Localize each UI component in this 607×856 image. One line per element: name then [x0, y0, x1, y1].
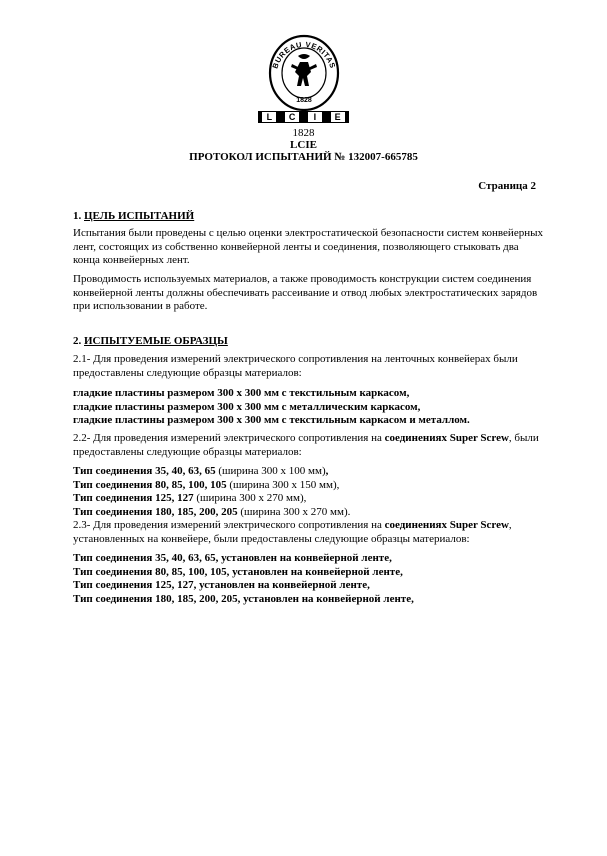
samples-list-1 [73, 387, 543, 428]
logo-bar-letter: E [331, 112, 345, 122]
list-item: Тип соединения 35, 40, 63, 65, установлен на конвейерной ленте, [73, 552, 392, 564]
section2-heading [73, 335, 543, 349]
p23-bold: соединениях Super Screw [384, 519, 509, 531]
section2-title: ИСПЫТУЕМЫЕ ОБРАЗЦЫ [84, 335, 228, 347]
section2-3-paragraph [73, 519, 543, 546]
page-number: Страница 2 [478, 180, 536, 192]
p23-text-end: , установленных на конвейере, были предоставлены следующие образцы материалов: [73, 519, 512, 545]
p22-text: 2.2- Для проведения измерений электрического сопротивления на [73, 432, 385, 444]
lcie-logo-bar [258, 111, 349, 123]
p22-bold: соединениях Super Screw [384, 432, 509, 444]
logo-year: 1828 [296, 97, 312, 104]
list-item: Тип соединения 180, 185, 200, 205 (ширина 300 x 270 мм). [73, 505, 351, 518]
logo-bar-letter: I [308, 112, 322, 122]
p23-text: 2.3- Для проведения измерений электрического сопротивления на [73, 519, 385, 531]
section1-number: 1. [73, 210, 82, 222]
section2-1-paragraph: 2.1- Для проведения измерений электрического сопротивления на ленточных конвейерах были предоставлены следующие образцы материалов: [73, 353, 518, 379]
list-item: Тип соединения 80, 85, 100, 105, установлен на конвейерной ленте, [73, 565, 403, 578]
section1-paragraph-2: Проводимость используемых материалов, а также проводимость конструкции систем соединения конвейерной ленты должны обеспечивать рассеивание и отвод любых электростатических зарядов при использовании в работе. [73, 273, 538, 312]
section1-paragraph-1: Испытания были проведены с целью оценки электростатической безопасности систем конвейерных лент, состоящих из собственно конвейерной ленты и соединения, позволяющего стыковать два конца конвейерных лент. [73, 227, 543, 266]
samples-list-2 [73, 465, 543, 519]
logo-bar-letter: C [285, 112, 299, 122]
p22-text-end: , были предоставлены следующие образцы материалов: [73, 432, 539, 458]
list-item: гладкие пластины размером 300 x 300 мм с металлическим каркасом, [73, 400, 421, 413]
list-item: Тип соединения 125, 127 (ширина 300 x 270 мм), [73, 492, 307, 504]
list-item: Тип соединения 80, 85, 100, 105 (ширина 300 x 150 мм), [73, 478, 340, 491]
list-item: гладкие пластины размером 300 x 300 мм с текстильным каркасом, [73, 387, 410, 399]
section1-title: ЦЕЛЬ ИСПЫТАНИЙ [84, 210, 195, 222]
logo-seal [262, 34, 346, 112]
list-item: Тип соединения 180, 185, 200, 205, установлен на конвейерной ленте, [73, 592, 414, 605]
report-title: ПРОТОКОЛ ИСПЫТАНИЙ № 132007-665785 [189, 151, 418, 163]
section2-2-paragraph [73, 432, 543, 459]
list-item: Тип соединения 35, 40, 63, 65 (ширина 300 x 100 мм), [73, 465, 329, 477]
list-item: Тип соединения 125, 127, установлен на конвейерной ленте, [73, 579, 370, 591]
header-year: 1828 [292, 127, 315, 139]
header-org: LCIE [290, 139, 317, 151]
samples-list-3 [73, 552, 543, 606]
section2-number: 2. [73, 335, 82, 347]
logo-ring-text: BUREAU VERITAS [270, 39, 338, 70]
section1-heading [73, 210, 543, 224]
list-item: гладкие пластины размером 300 x 300 мм с текстильным каркасом и металлом. [73, 414, 470, 426]
logo-bar-letter: L [262, 112, 276, 122]
